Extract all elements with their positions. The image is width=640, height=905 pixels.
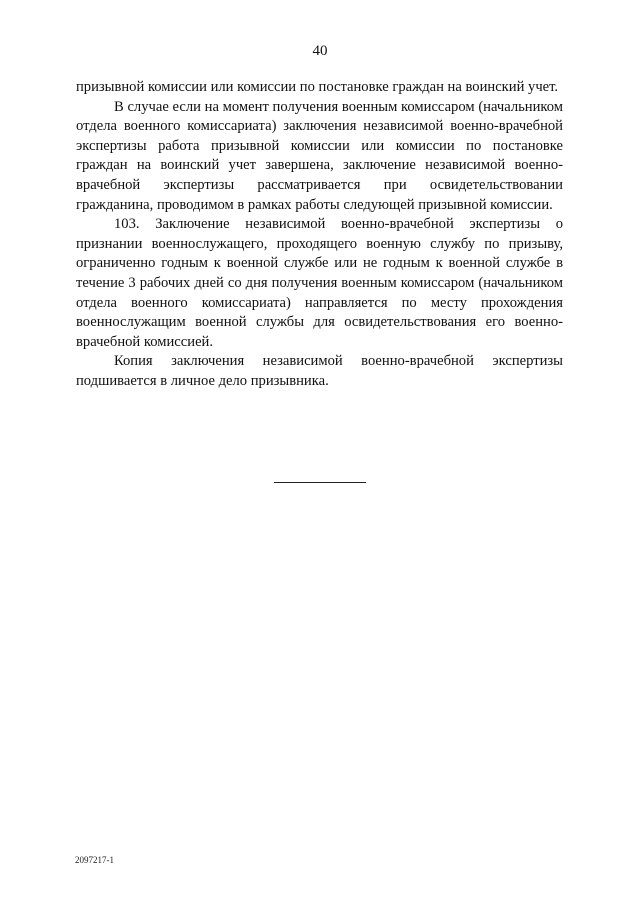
page-number: 40 [312, 43, 328, 59]
paragraph-conclusion-review: В случае если на момент получения военным комиссаром (начальником отдела военного комиссариата) заключения независимой военно-врачебной экспертизы работа призывной комиссии или комиссии по постановке граждан на воинский учет завершена, заключение независимой военно-врачебной экспертизы рассматривается при освидетельствовании гражданина, проводимом в рамках работы следующей призывной комиссии. [76, 98, 563, 213]
paragraph-item-103: 103. Заключение независимой военно-врачебной экспертизы о признании военнослужащего, проходящего военную службу по призыву, ограниченно годным к военной службе или не годным к военной службе в течение 3 рабочих дней со дня получения военным комиссаром (начальником отдела военного комиссариата) направляется по месту прохождения военнослужащим военной службы для освидетельствования его военно-врачебной комиссией. [76, 216, 563, 350]
paragraph-copy-filing: Копия заключения независимой военно-врачебной экспертизы подшивается в личное дело призывника. [76, 353, 563, 389]
paragraph-continuation: призывной комиссии или комиссии по постановке граждан на воинский учет. [76, 79, 559, 95]
end-separator-line [274, 482, 366, 483]
document-body [76, 78, 563, 392]
document-code: 2097217-1 [75, 855, 114, 865]
